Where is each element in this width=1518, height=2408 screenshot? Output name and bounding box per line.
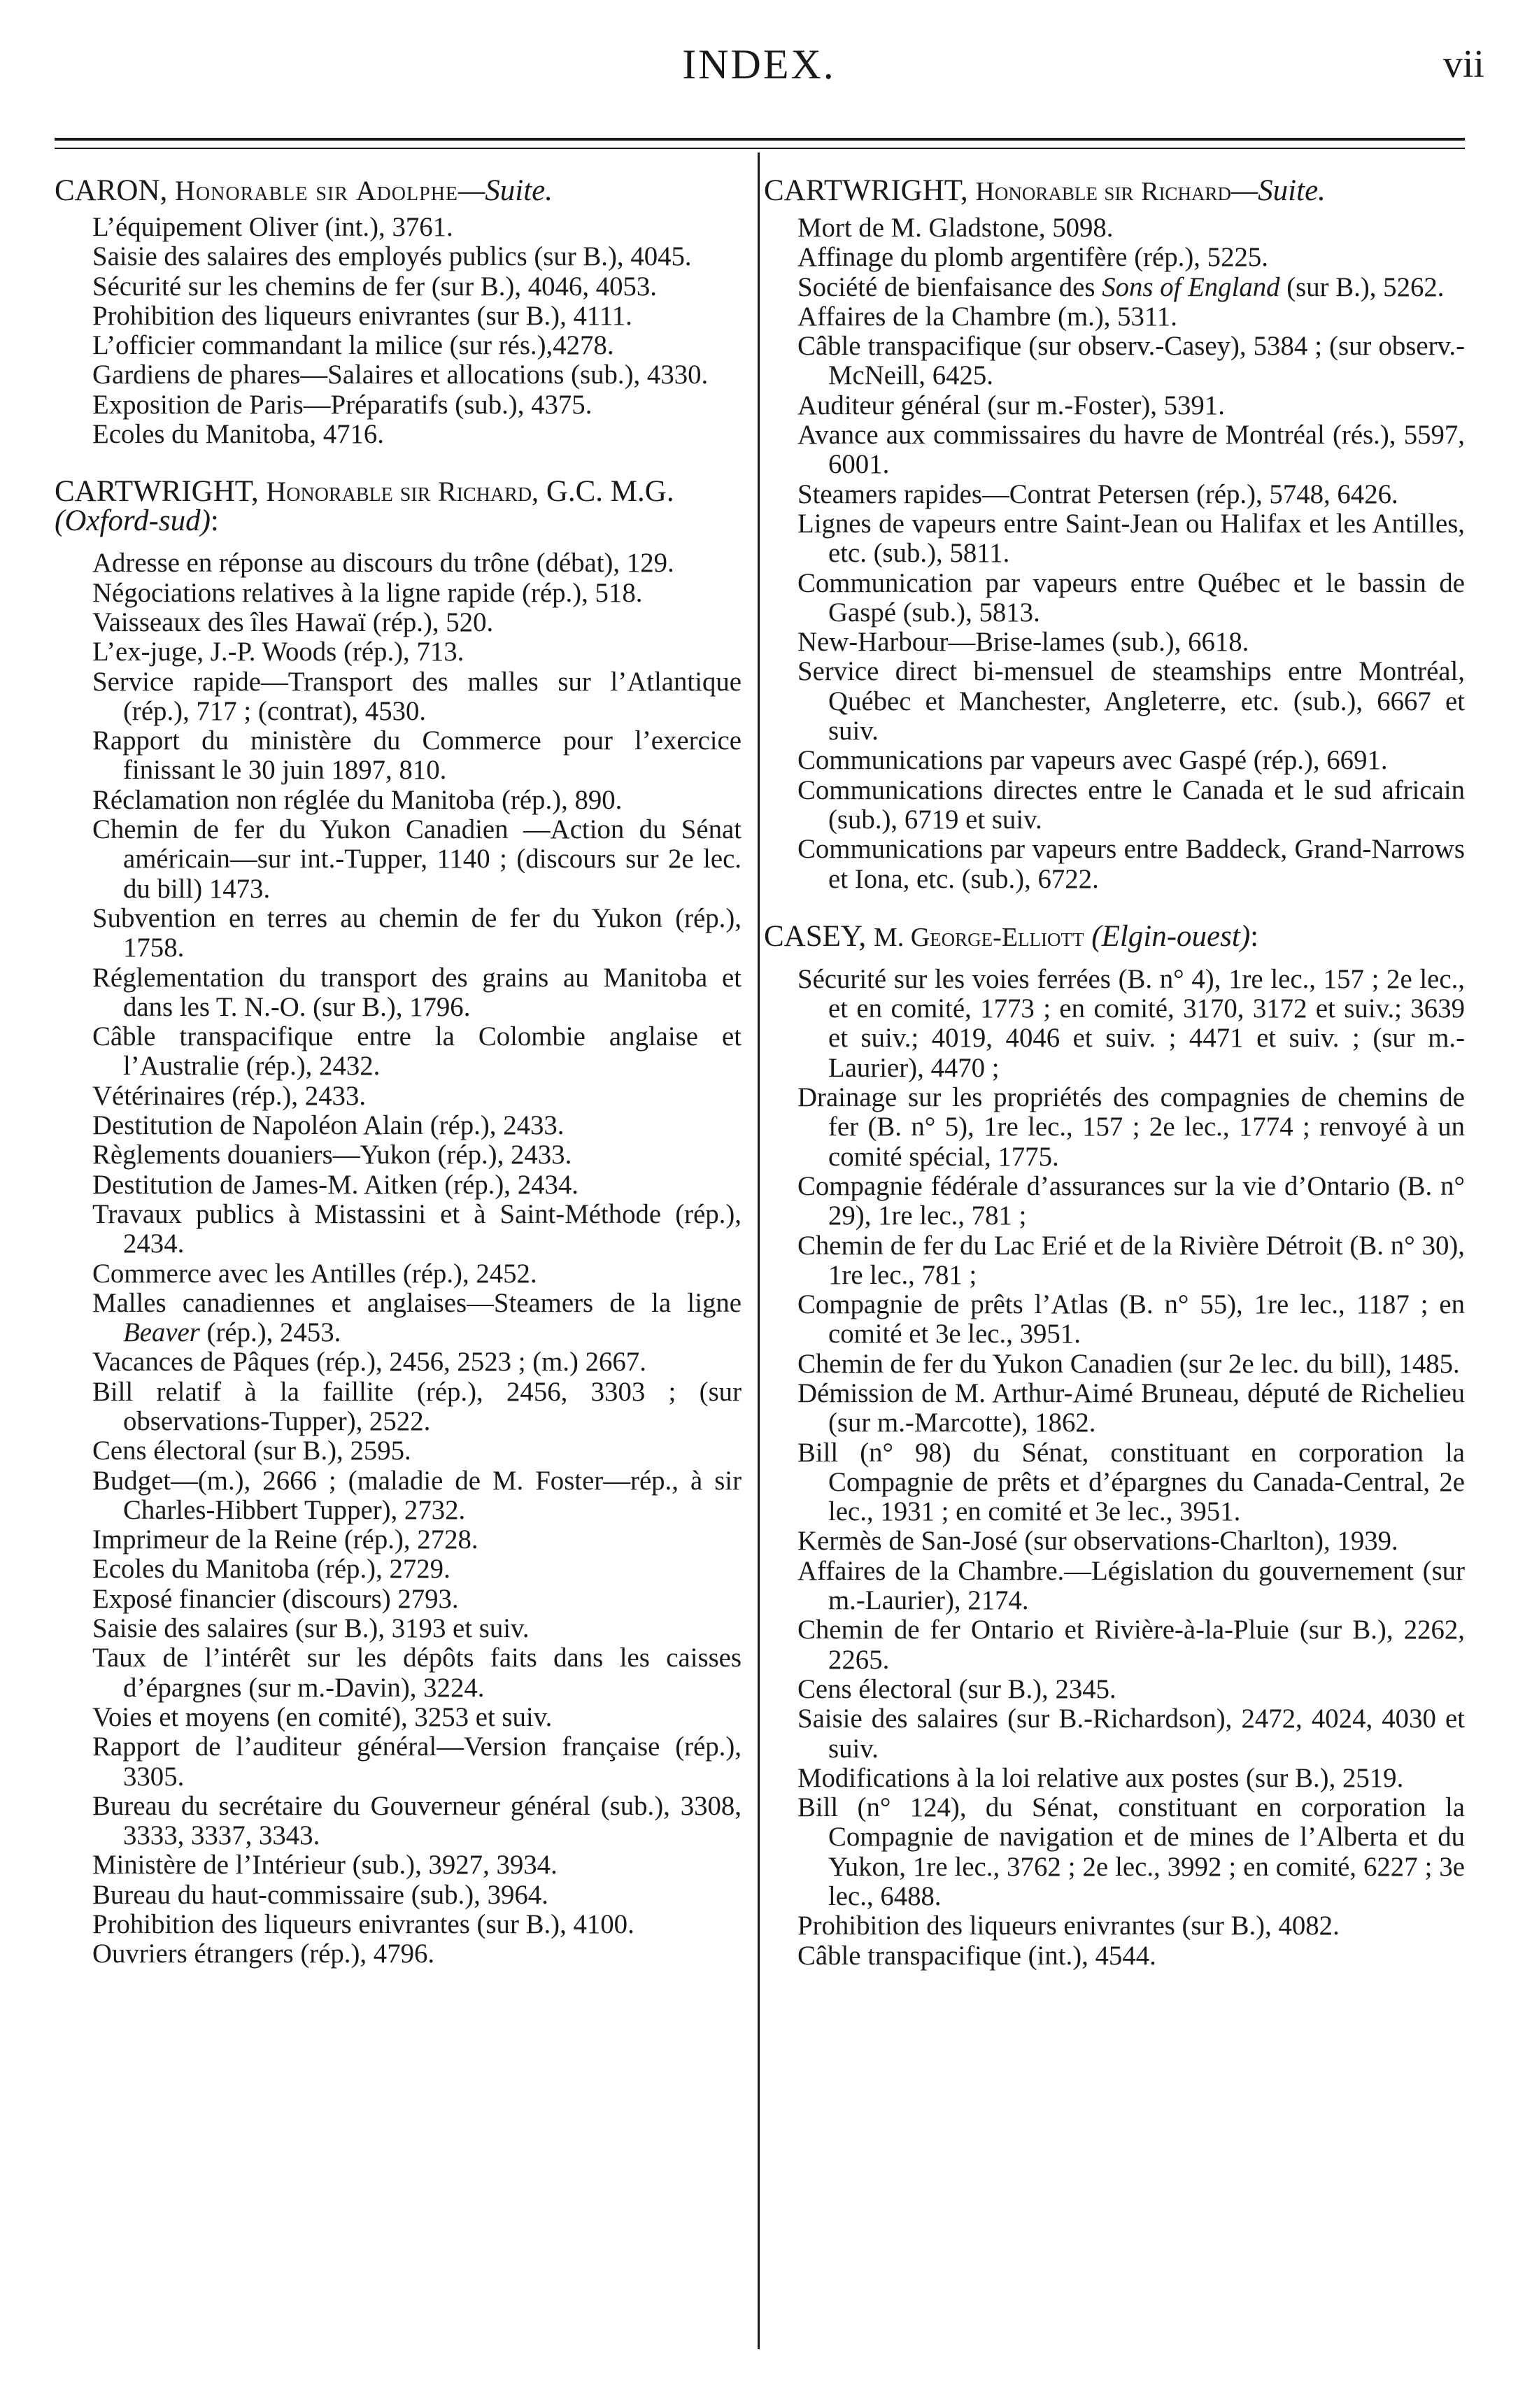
heading-surname: CASEY, (764, 919, 867, 953)
index-entry: Service direct bi-mensuel de steamships entre Montréal, Québec et Manchester, Angleterre, etc. (sub.), 6667 et suiv. (797, 656, 1465, 746)
index-entry: Ecoles du Manitoba (rép.), 2729. (92, 1554, 451, 1585)
entry-text: (rép.), 2453. (199, 1317, 341, 1348)
entry-list-cartwright-suite (764, 213, 1465, 894)
index-entry: Bureau du haut-commissaire (sub.), 3964. (92, 1879, 548, 1910)
index-entry: Drainage sur les propriétés des compagnies de chemins de fer (B. n° 5), 1re lec., 157 ; 2e lec., 1774 ; renvoyé à un comité spécial, 1775. (797, 1082, 1465, 1172)
index-entry: Chemin de fer du Lac Erié et de la Rivière Détroit (B. n° 30), 1re lec., 781 ; (797, 1230, 1465, 1290)
page-header (0, 41, 1518, 111)
index-entry: Affinage du plomb argentifère (rép.), 5225. (797, 242, 1268, 273)
header-rule-thick (55, 138, 1465, 141)
index-entry: Bureau du secrétaire du Gouverneur général (sub.), 3308, 3333, 3337, 3343. (92, 1790, 742, 1851)
index-entry: Compagnie de prêts l’Atlas (B. n° 55), 1re lec., 1187 ; en comité et 3e lec., 3951. (797, 1289, 1465, 1350)
header-rule-thin (55, 148, 1465, 149)
index-entry: Steamers rapides—Contrat Petersen (rép.), 5748, 6426. (797, 479, 1398, 509)
index-entry: Service rapide—Transport des malles sur l’Atlantique (rép.), 717 ; (contrat), 4530. (92, 666, 742, 726)
heading-riding: (Elgin-ouest) (1091, 919, 1251, 953)
index-entry: Prohibition des liqueurs enivrantes (sur B.), 4100. (92, 1909, 634, 1940)
index-entry: Exposé financier (discours) 2793. (92, 1583, 459, 1614)
index-entry: Prohibition des liqueurs enivrantes (sur B.), 4082. (797, 1911, 1340, 1941)
index-heading-cartwright (55, 477, 742, 536)
index-entry: Travaux publics à Mistassini et à Saint-Méthode (rép.), 2434. (92, 1198, 742, 1259)
index-entry: Auditeur général (sur m.-Foster), 5391. (797, 390, 1225, 420)
index-entry: Ouvriers étrangers (rép.), 4796. (92, 1939, 435, 1969)
index-entry: Ministère de l’Intérieur (sub.), 3927, 3934. (92, 1850, 558, 1881)
index-entry: Subvention en terres au chemin de fer du Yukon (rép.), 1758. (92, 902, 742, 963)
index-entry (55, 1289, 742, 1348)
index-heading-casey (764, 919, 1465, 953)
index-entry: Câble transpacifique (sur observ.-Casey), 5384 ; (sur observ.-McNeill, 6425. (797, 331, 1465, 391)
index-entry: Compagnie fédérale d’assurances sur la vie d’Ontario (B. n° 29), 1re lec., 781 ; (797, 1170, 1465, 1231)
index-entry: Sécurité sur les chemins de fer (sur B.), 4046, 4053. (92, 271, 658, 302)
index-heading-caron (55, 176, 742, 206)
index-entry: Câble transpacifique (int.), 4544. (797, 1940, 1156, 1971)
index-entry: Communications directes entre le Canada et le sud africain (sub.), 6719 et suiv. (797, 774, 1465, 835)
index-entry: Règlements douaniers—Yukon (rép.), 2433. (92, 1140, 572, 1170)
left-column (55, 176, 742, 1969)
index-entry: Rapport du ministère du Commerce pour l’exercice finissant le 30 juin 1897, 810. (92, 725, 742, 786)
index-entry: Sécurité sur les voies ferrées (B. n° 4), 1re lec., 157 ; 2e lec., et en comité, 1773 ; en comité, 3170, 3172 et suiv.; 3639 et suiv.; 4019, 4046 et suiv. ; 4471 et suiv. ; (sur m.-Laurier), 4470 ; (797, 963, 1465, 1083)
entry-text: Société de bienfaisance des (797, 271, 1102, 302)
index-heading-cartwright-suite (764, 176, 1465, 206)
index-entry: Rapport de l’auditeur général—Version française (rép.), 3305. (92, 1731, 742, 1792)
index-entry: Saisie des salaires (sur B.), 3193 et suiv. (92, 1613, 530, 1644)
right-column (764, 176, 1465, 1971)
index-entry: Lignes de vapeurs entre Saint-Jean ou Halifax et les Antilles, etc. (sub.), 5811. (797, 508, 1465, 569)
index-entry: Modifications à la loi relative aux postes (sur B.), 2519. (797, 1762, 1404, 1793)
society-name: Sons of England (1102, 271, 1280, 302)
index-entry: Vacances de Pâques (rép.), 2456, 2523 ; (m.) 2667. (92, 1347, 646, 1377)
entry-list-cartwright (55, 548, 742, 1969)
index-entry: New-Harbour—Brise-lames (sub.), 6618. (797, 627, 1249, 658)
index-entry: L’officier commandant la milice (sur rés.),4278. (92, 330, 614, 361)
index-entry: L’ex-juge, J.-P. Woods (rép.), 713. (92, 637, 464, 667)
index-entry: Kermès de San-José (sur observations-Charlton), 1939. (797, 1526, 1398, 1557)
heading-suite: —Suite. (458, 174, 553, 207)
page-title: INDEX. (682, 41, 836, 87)
index-entry: Taux de l’intérêt sur les dépôts faits dans les caisses d’épargnes (sur m.-Davin), 3224. (92, 1643, 742, 1703)
heading-colon: : (210, 504, 219, 538)
heading-surname: CARTWRIGHT, (764, 174, 968, 207)
heading-riding: (Oxford-sud) (55, 504, 211, 538)
index-entry (764, 273, 1465, 302)
index-entry: Communications par vapeurs entre Baddeck, Grand-Narrows et Iona, etc. (sub.), 6722. (797, 834, 1465, 894)
index-entry: Imprimeur de la Reine (rép.), 2728. (92, 1524, 478, 1555)
index-entry: Chemin de fer Ontario et Rivière-à-la-Pluie (sur B.), 2262, 2265. (797, 1615, 1465, 1675)
index-entry: Bill relatif à la faillite (rép.), 2456, 3303 ; (sur observations-Tupper), 2522. (92, 1376, 742, 1436)
entry-list-caron (55, 213, 742, 449)
heading-honorific: Honorable sir (266, 476, 431, 508)
index-entry: Vaisseaux des îles Hawaï (rép.), 520. (92, 607, 494, 637)
index-entry: Câble transpacifique entre la Colombie anglaise et l’Australie (rép.), 2432. (92, 1021, 742, 1082)
column-divider (758, 153, 760, 2349)
index-entry: Réclamation non réglée du Manitoba (rép.), 890. (92, 784, 623, 815)
index-entry: Cens électoral (sur B.), 2345. (797, 1673, 1116, 1704)
entry-text: (sur B.), 5262. (1279, 271, 1445, 302)
page-number: vii (1442, 43, 1484, 86)
entry-text: Malles canadiennes et anglaises—Steamers de la ligne (92, 1287, 742, 1318)
index-entry: Réglementation du transport des grains au Manitoba et dans les T. N.-O. (sur B.), 1796. (92, 962, 742, 1022)
heading-forename: Richard (1141, 177, 1231, 206)
index-entry: Gardiens de phares—Salaires et allocations (sub.), 4330. (92, 360, 709, 390)
index-entry: Saisie des salaires des employés publics (sur B.), 4045. (92, 241, 692, 272)
heading-forename: Adolphe (355, 175, 459, 206)
ship-name: Beaver (123, 1317, 200, 1348)
index-entry: Avance aux commissaires du havre de Montréal (rés.), 5597, 6001. (797, 420, 1465, 480)
index-entry: Cens électoral (sur B.), 2595. (92, 1436, 411, 1466)
heading-honorific: Honorable sir (175, 175, 348, 206)
index-entry: Adresse en réponse au discours du trône (débat), 129. (92, 548, 674, 579)
index-entry: Mort de M. Gladstone, 5098. (797, 213, 1114, 243)
index-entry: Démission de M. Arthur-Aimé Bruneau, député de Richelieu (sur m.-Marcotte), 1862. (797, 1377, 1465, 1438)
heading-suite: —Suite. (1230, 174, 1326, 207)
index-entry: Chemin de fer du Yukon Canadien —Action du Sénat américain—sur int.-Tupper, 1140 ; (discours sur 2e lec. du bill) 1473. (92, 814, 742, 904)
index-entry: Affaires de la Chambre.—Législation du gouvernement (sur m.-Laurier), 2174. (797, 1555, 1465, 1616)
heading-surname: CARON, (55, 174, 168, 207)
heading-forename: Richard, (438, 476, 539, 508)
index-entry: Commerce avec les Antilles (rép.), 2452. (92, 1258, 537, 1289)
index-entry: Bill (n° 124), du Sénat, constituant en corporation la Compagnie de navigation et de mines de l’Alberta et du Yukon, 1re lec., 3762 ; 2e lec., 3992 ; en comité, 6227 ; 3e lec., 6488. (797, 1792, 1465, 1912)
index-entry: Saisie des salaires (sur B.-Richardson), 2472, 4024, 4030 et suiv. (797, 1704, 1465, 1764)
index-entry: Destitution de James-M. Aitken (rép.), 2434. (92, 1169, 579, 1200)
index-entry: Vétérinaires (rép.), 2433. (92, 1080, 367, 1111)
index-entry: Communications par vapeurs avec Gaspé (rép.), 6691. (797, 745, 1388, 776)
index-entry: Bill (n° 98) du Sénat, constituant en corporation la Compagnie de prêts et d’épargnes du Canada-Central, 2e lec., 1931 ; en comité et 3e lec., 3951. (797, 1437, 1465, 1527)
index-entry: Chemin de fer du Yukon Canadien (sur 2e lec. du bill), 1485. (797, 1348, 1460, 1379)
index-entry: Exposition de Paris—Préparatifs (sub.), 4375. (92, 389, 593, 420)
index-entry: Affaires de la Chambre (m.), 5311. (797, 301, 1177, 332)
heading-surname: CARTWRIGHT, (55, 475, 259, 509)
index-entry: Budget—(m.), 2666 ; (maladie de M. Foster—rép., à sir Charles-Hibbert Tupper), 2732. (92, 1465, 742, 1525)
heading-title: G.C. M.G. (546, 475, 674, 509)
heading-honorific: Honorable sir (975, 177, 1134, 206)
entry-list-casey (764, 965, 1465, 1971)
index-entry: Communication par vapeurs entre Québec et le bassin de Gaspé (sub.), 5813. (797, 567, 1465, 628)
index-entry: Ecoles du Manitoba, 4716. (92, 419, 384, 450)
index-entry: Destitution de Napoléon Alain (rép.), 2433. (92, 1110, 565, 1141)
heading-honorific: M. George-Elliott (873, 922, 1084, 952)
heading-colon: : (1250, 919, 1259, 953)
index-entry: Voies et moyens (en comité), 3253 et suiv. (92, 1701, 553, 1732)
index-entry: L’équipement Oliver (int.), 3761. (92, 212, 453, 242)
index-entry: Prohibition des liqueurs enivrantes (sur B.), 4111. (92, 300, 632, 331)
index-entry: Négociations relatives à la ligne rapide (rép.), 518. (92, 577, 643, 608)
